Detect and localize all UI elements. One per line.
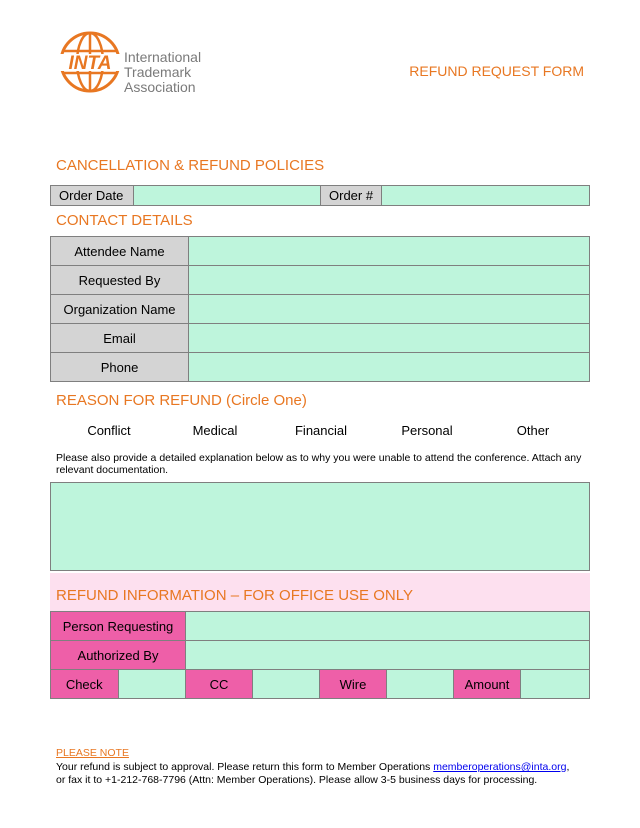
order-number-field[interactable] (382, 186, 590, 206)
contact-table (50, 236, 590, 382)
check-label: Check (51, 670, 119, 699)
note-body (56, 761, 586, 787)
reason-heading: REASON FOR REFUND (Circle One) (56, 392, 307, 409)
explanation-textarea[interactable] (50, 482, 590, 571)
wire-field[interactable] (387, 670, 454, 699)
authorized-by-field[interactable] (186, 641, 590, 670)
attendee-name-label: Attendee Name (51, 237, 189, 266)
logo-line: Trademark (124, 64, 192, 80)
amount-label: Amount (454, 670, 521, 699)
organization-name-label: Organization Name (51, 295, 189, 324)
reason-option-medical[interactable]: Medical (192, 423, 238, 438)
authorized-by-label: Authorized By (51, 641, 186, 670)
logo-wordmark (124, 50, 201, 95)
reason-option-conflict[interactable]: Conflict (87, 423, 131, 438)
organization-name-field[interactable] (189, 295, 590, 324)
note-line-2: or fax it to +1-212-768-7796 (Attn: Member Operations). Please allow 3-5 business days for processing. (56, 774, 538, 786)
requested-by-label: Requested By (51, 266, 189, 295)
logo-line: Association (124, 79, 196, 95)
attendee-name-field[interactable] (189, 237, 590, 266)
office-heading: REFUND INFORMATION – FOR OFFICE USE ONLY (56, 587, 413, 604)
cc-field[interactable] (253, 670, 320, 699)
phone-field[interactable] (189, 353, 590, 382)
phone-label: Phone (51, 353, 189, 382)
order-number-label: Order # (321, 186, 382, 206)
policies-heading: CANCELLATION & REFUND POLICIES (56, 157, 325, 174)
form-title: REFUND REQUEST FORM (409, 63, 584, 79)
reason-option-financial[interactable]: Financial (294, 423, 348, 438)
office-table (50, 611, 590, 699)
email-label: Email (51, 324, 189, 353)
reason-options (56, 423, 586, 438)
amount-field[interactable] (521, 670, 590, 699)
cc-label: CC (186, 670, 253, 699)
note-heading: PLEASE NOTE (56, 747, 129, 759)
note-line-1-end: , (566, 761, 570, 773)
requested-by-field[interactable] (189, 266, 590, 295)
explanation-instructions: Please also provide a detailed explanation below as to why you were unable to attend the conference. Attach any relevant documentation. (56, 452, 582, 476)
email-field[interactable] (189, 324, 590, 353)
person-requesting-field[interactable] (186, 612, 590, 641)
wire-label: Wire (320, 670, 387, 699)
order-date-label: Order Date (51, 186, 134, 206)
inta-logo (58, 30, 218, 94)
globe-icon (58, 30, 122, 94)
note-line-1: Your refund is subject to approval. Please return this form to Member Operations (56, 761, 434, 773)
member-operations-email-link[interactable]: memberoperations@inta.org (433, 761, 567, 773)
check-field[interactable] (118, 670, 186, 699)
logo-line: International (124, 49, 202, 65)
order-date-field[interactable] (134, 186, 321, 206)
reason-option-other[interactable]: Other (516, 423, 550, 438)
contact-heading: CONTACT DETAILS (56, 212, 193, 229)
person-requesting-label: Person Requesting (51, 612, 186, 641)
order-table (50, 185, 590, 206)
logo-mark-text: INTA (68, 53, 112, 74)
reason-option-personal[interactable]: Personal (401, 423, 453, 438)
